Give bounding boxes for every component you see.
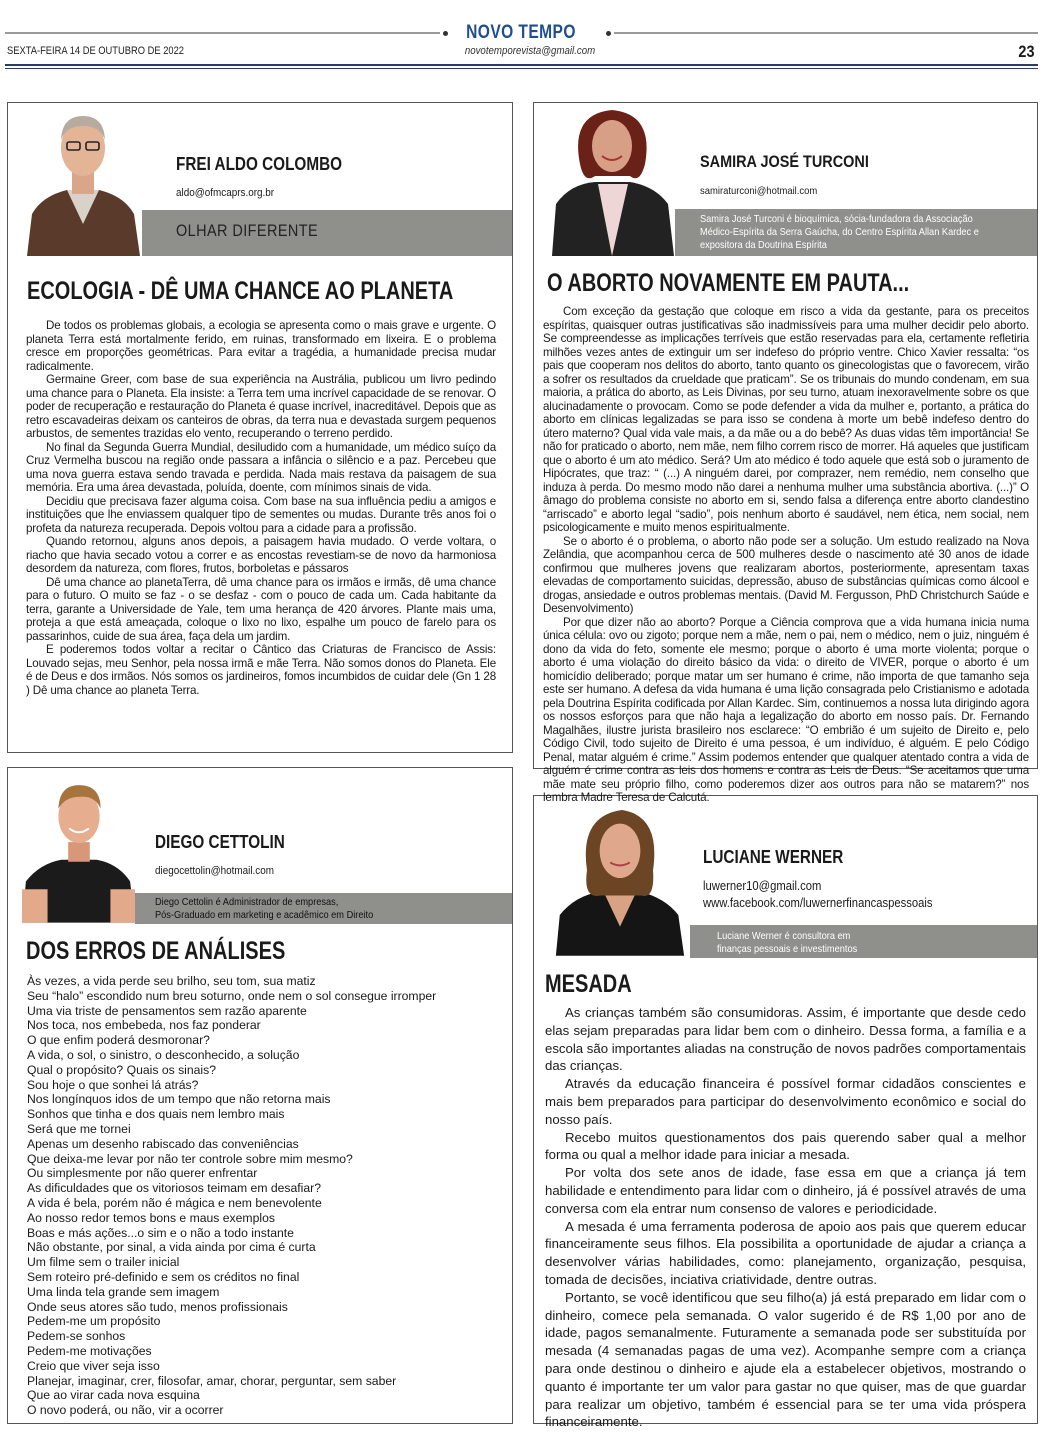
header-dot-left	[443, 31, 448, 36]
masthead: NOVO TEMPO	[466, 22, 576, 43]
poem-line: Onde seus atores são tudo, menos profissionais	[27, 1299, 288, 1314]
poem-line: Ao nosso redor temos bons e maus exemplos	[27, 1210, 275, 1225]
article-paragraph: Se o aborto é o problema, o aborto não pode ser a solução. Um estudo realizado na Nova Zelândia, que acompanhou cerca de 500 mulheres desde o nascimento até 30 anos de idade confirmou que mulheres jovens que realizaram abortos, posteriormente, apresentam taxas elevadas de comportamento suicidas, depressão, abuso de substâncias químicas como álcool e drogas, ansiedade e outros problemas mentais. (David M. Fergusson, PhD Christchurch Saúde e Desenvolvimento)	[543, 534, 1029, 615]
poem-line: As dificuldades que os vitoriosos teimam em desafiar?	[27, 1181, 321, 1196]
poem-line: O novo poderá, ou não, vir a ocorrer	[27, 1403, 224, 1418]
poem-line: Será que me tornei	[27, 1121, 131, 1136]
author-photo-diego-cettolin	[22, 770, 135, 924]
header-rule-left	[5, 32, 440, 34]
poem-line: Nos longínquos idos de um tempo que não retorna mais	[27, 1092, 331, 1107]
article-paragraph: No final da Segunda Guerra Mundial, desiludido com a humanidade, um médico suíço da Cruz Vermelha buscou na região onde passara a infância o silêncio e a paz. Percebeu que uma nova guerra estava sendo travada e perdida. Nada mais restava da paisagem de sua memória. Era uma área devastada, poluída, doente, com mínimos sinais de vida.	[26, 440, 496, 494]
article-body	[26, 319, 496, 697]
poem-line: Pedem-me um propósito	[27, 1314, 161, 1329]
article-paragraph: Quando retornou, alguns anos depois, a paisagem havia mudado. O verde voltara, o riacho que havia secado votou a correr e as encostas revestiam-se de novo da harmoniosa desordem da natureza, com flores, frutos, borboletas e pássaros	[26, 535, 496, 575]
article-paragraph: Recebo muitos questionamentos dos pais querendo saber qual a melhor forma ou qual a melhor idade para iniciar a mesada.	[545, 1129, 1026, 1163]
article-paragraph: As crianças também são consumidoras. Assim, é importante que desde cedo elas sejam preparadas para lidar bem com o dinheiro. Dessa forma, a família e a escola são importantes aliadas na construção de novos padrões comportamentais das crianças.	[545, 1005, 1026, 1074]
poem-line: Sou hoje o que sonhei lá atrás?	[27, 1077, 199, 1092]
poem-line: Uma via triste de pensamentos sem razão aparente	[27, 1003, 307, 1018]
header-divider	[5, 64, 1038, 66]
poem-line: Às vezes, a vida perde seu brilho, seu tom, sua matiz	[27, 974, 316, 988]
article-title: O ABORTO NOVAMENTE EM PAUTA...	[547, 269, 910, 297]
author-bio-line: Diego Cettolin é Administrador de empresas,	[155, 896, 339, 908]
poem-line: Pedem-me motivações	[27, 1343, 152, 1358]
article-title: MESADA	[545, 970, 632, 998]
author-name: LUCIANE WERNER	[703, 847, 844, 867]
poem-line: Nos toca, nos embebeda, nos faz ponderar	[27, 1018, 261, 1033]
poem-line: Qual o propósito? Quais os sinais?	[27, 1062, 217, 1077]
poem-line: Sem roteiro pré-definido e sem os créditos no final	[27, 1269, 300, 1284]
author-bio-line: Luciane Werner é consultora em	[717, 930, 851, 942]
author-bio-line: Médico-Espírita da Serra Gaúcha, do Centro Espírita Allan Kardec e	[700, 226, 979, 238]
article-body	[543, 305, 1029, 805]
author-name: DIEGO CETTOLIN	[155, 832, 285, 852]
article-paragraph: Por que dizer não ao aborto? Porque a Ciência comprova que a vida humana inicia numa única célula: ovo ou zigoto; porque nem a mãe, nem o pai, nem o médico, nem o juiz, ninguém é dono da vida do feto, somente ele mesmo; porque o aborto é uma morte violenta; porque o aborto é uma violação do direito básico da vida: o direito de VIVER, porque o aborto é um homicídio deliberado; porque matar um ser humano é crime, não importa de que tamanho seja este ser humano. A defesa da vida humana é uma lição consagrada pelo Cristianismo e adotada pela Doutrina Espírita codificada por Allan Kardec. Sim, continuemos a nossa luta dirigindo agora os nossos esforços para que não haja a legalização do aborto em nosso país. Dr. Fernando Magalhães, ilustre jurista brasileiro nos esclarece: “O embrião é um sujeito de Direito e, pelo Código Civil, todo sujeito de Direito é uma pessoa, é um indivíduo, é alguém. E pelo Código Penal, matar alguém é crime.” Assim podemos entender que qualquer atentado contra a vida de alguém é crime contra as leis dos homens e contra as Leis de Deus. “Se aceitamos que uma mãe mate seu próprio filho, como poderemos dizer aos outros para não se matarem?” nos lembra Madre Teresa de Calcutá.	[543, 615, 1029, 804]
article-paragraph: De todos os problemas globais, a ecologia se apresenta como o mais grave e urgente. O planeta Terra está mortalmente ferido, em ruinas, transformado em lixeira. E o problema cresce em proporções geométricas. Para evitar a tragédia, a humanidade precisa mudar radicalmente.	[26, 319, 496, 373]
page-number: 23	[1018, 42, 1035, 61]
issue-date: SEXTA-FEIRA 14 DE OUTUBRO DE 2022	[7, 45, 185, 57]
author-name: FREI ALDO COLOMBO	[176, 154, 343, 174]
author-bio-line: Samira José Turconi é bioquímica, sócia-fundadora da Associação	[700, 213, 973, 225]
article-paragraph: Decidiu que precisava fazer alguma coisa. Com base na sua influência pediu a amigos e instituições que lhe enviassem qualquer tipo de sementes ou mudas. Durante três anos foi o profeta da natureza recuperada. Depois voltou para a cidade para a profissão.	[26, 494, 496, 535]
article-paragraph: Portanto, se você identificou que seu filho(a) já está preparado em lidar com o dinheiro, comece pela semanada. O valor sugerido é de R$ 1,00 por ano de idade, pagos semanalmente. Futuramente a semanada pode ser substituída por mesada (4 semanadas pagas de uma vez). Acompanhe sempre com a criança para onde destinou o dinheiro e ajude ela a estabelecer objetivos, mostrando o quanto é importante ter um valor para gastar no que quiser, mas de que guardar para realizar um objetivo, também é essencial para se ter uma vida próspera financeiramente.	[545, 1289, 1026, 1430]
author-bio-line: finanças pessoais e investimentos	[717, 943, 858, 955]
column-name: OLHAR DIFERENTE	[176, 221, 319, 240]
poem-line: Creio que viver seja isso	[27, 1358, 160, 1373]
poem-line: Que deixa-me levar por não ter controle sobre mim mesmo?	[27, 1151, 353, 1166]
poem-line: Ou simplesmente por não querer enfrentar	[27, 1166, 258, 1181]
publication-email: novotemporevista@gmail.com	[464, 45, 596, 57]
poem-line: Que ao virar cada nova esquina	[27, 1388, 200, 1403]
header-dot-right	[606, 31, 611, 36]
article-paragraph: A mesada é uma ferramenta poderosa de apoio aos pais que querem educar financeiramente seus filhos. Ela possibilita a oportunidade de ajudar a criança a desenvolver várias habilidades, como: planejamento, organização, pesquisa, tomada de decisões, inciativa criatividade, dentre outras.	[545, 1218, 1026, 1287]
author-email[interactable]: luwerner10@gmail.com	[703, 879, 822, 893]
poem-line: A vida é bela, porém não é mágica e nem benevolente	[27, 1195, 322, 1210]
author-website[interactable]: www.facebook.com/luwernerfinancaspessoais	[703, 896, 933, 910]
author-bio-line: expositora da Doutrina Espírita	[700, 239, 827, 251]
author-email[interactable]: aldo@ofmcaprs.org.br	[176, 187, 275, 199]
article-paragraph: Dê uma chance ao planetaTerra, dê uma chance para os irmãos e irmãs, dê uma chance para o futuro. O muito se faz - o se desfaz - com o pouco de cada um. Cada habitante da terra, garante a Universidade de Yale, tem uma herança de 420 árvores. Plante mais uma, proteja a que está ameaçada, coloque o lixo no lixo, espalhe um pouco de farelo para os passarinhos, cuide de sua área, faça dela um jardim.	[26, 575, 496, 643]
poem-line: Pedem-se sonhos	[27, 1329, 126, 1344]
header-divider-thin	[5, 68, 1038, 69]
article-paragraph: Através da educação financeira é possível formar cidadãos conscientes e mais bem preparados para participar do desenvolvimento econômico e social do nosso país.	[545, 1076, 1026, 1127]
author-name: SAMIRA JOSÉ TURCONI	[700, 152, 869, 171]
author-photo-luciane-werner	[552, 800, 688, 958]
article-title: ECOLOGIA - DÊ UMA CHANCE AO PLANETA	[27, 277, 454, 305]
poem-line: Uma linda tela grande sem imagem	[27, 1284, 220, 1299]
poem-line: Seu “halo” escondido num breu soturno, onde nem o sol consegue irromper	[27, 988, 437, 1003]
poem-line: A vida, o sol, o sinistro, o desconhecido, a solução	[27, 1047, 300, 1062]
article-paragraph: Por volta dos sete anos de idade, fase essa em que a criança já tem habilidade e entendimento para lidar com o dinheiro, já é possível através de uma conversa com ela entrar num consenso de valores e periodicidade.	[545, 1165, 1026, 1216]
poem-line: O que enfim poderá desmoronar?	[27, 1033, 210, 1048]
poem-line: Sonhos que tinha e dos quais nem lembro mais	[27, 1107, 285, 1122]
author-photo-aldo-colombo	[22, 104, 144, 256]
author-email[interactable]: samiraturconi@hotmail.com	[700, 185, 818, 197]
poem-line: Apenas um desenho rabiscado das conveniências	[27, 1136, 299, 1151]
article-paragraph: E poderemos todos voltar a recitar o Cântico das Criaturas de Francisco de Assis: Louvado sejas, meu Senhor, pela nossa irmã e mãe Terra. Não somos donos do Planeta. Ele é de Deus e dos irmãos. Nós somos os jardineiros, fomos incumbidos de cuidar dele (Gn 1 28 ) Dê uma chance ao planeta Terra.	[26, 643, 496, 697]
article-paragraph: Germaine Greer, com base de sua experiência na Austrália, publicou um livro pedindo uma chance para o Planeta. Ela insiste: a Terra tem uma incrível capacidade de se renovar. O poder de recuperação e restauração do Planeta é quase incrível, inacreditável. Depois que as retro escavadeiras deixam os canteiros de obras, da terra nua e devastada surgem pequenos arbustos, de sementes trazidas elo vento, recuperando o terreno perdido.	[26, 373, 496, 440]
poem-line: Boas e más ações...o sim e o não a todo instante	[27, 1225, 294, 1240]
author-bio-line: Pós-Graduado em marketing e acadêmico em Direito	[155, 909, 374, 921]
article-paragraph: Com exceção da gestação que coloque em risco a vida da gestante, para os preceitos espíritas, quaisquer outras justificativas são inadmissíveis para uma mulher decidir pelo aborto. Se compreendesse as implicações terríveis que estão reservadas para ela, certamente refletiria milhões vezes antes de extinguir um ser indefeso do próprio ventre. Chico Xavier ressalta: “os pais que cooperam nos delitos do aborto, tanto quanto os ginecologistas que o favorecem, virão a sofrer os resultados da crueldade que praticam”. Se os tribunais do mundo condenam, em sua maioria, a prática do aborto, as Leis Divinas, por seu turno, atuam inexoravelmente sobre os que alucinadamente o provocam. Como se pode defender a vida da mulher e, portanto, a prática do aborto em clínicas legalizadas se para isso se condena à morte um bebê indefeso dentro do útero materno? Qual vida vale mais, a da mãe ou a do bebê? As duas vidas têm importância! Se não for praticado o aborto, nem mãe, nem filho correm risco de morrer. Há aqueles que justificam que o aborto é um ato médico. Será? Um ato médico é todo aquele que está sob o juramento de Hipócrates, que traz: “ (...) A ninguém darei, por comprazer, nem remédio, nem conselho que induza à perda. Do mesmo modo não darei a nenhuma mulher uma substância abortiva. (...)” O âmago do problema consiste no aborto em si, sendo falsa a diferença entre aborto clandestino “arriscado” e aborto legal “sadio”, pois nenhum aborto é saudável, nem ética, nem social, nem psicologicamente e muito menos espiritualmente.	[543, 305, 1029, 534]
article-title: DOS ERROS DE ANÁLISES	[26, 937, 286, 965]
poem-line: Planejar, imaginar, crer, filosofar, amar, chorar, perguntar, sem saber	[27, 1373, 397, 1388]
author-photo-samira-turconi	[550, 104, 675, 256]
poem-body	[27, 974, 497, 1418]
article-body	[545, 1004, 1026, 1431]
poem-line: Não obstante, por sinal, a vida ainda por cima é curta	[27, 1240, 316, 1255]
poem-line: Um filme sem o trailer inicial	[27, 1255, 180, 1270]
header-rule-right	[614, 32, 1038, 34]
author-email[interactable]: diegocettolin@hotmail.com	[155, 865, 275, 877]
